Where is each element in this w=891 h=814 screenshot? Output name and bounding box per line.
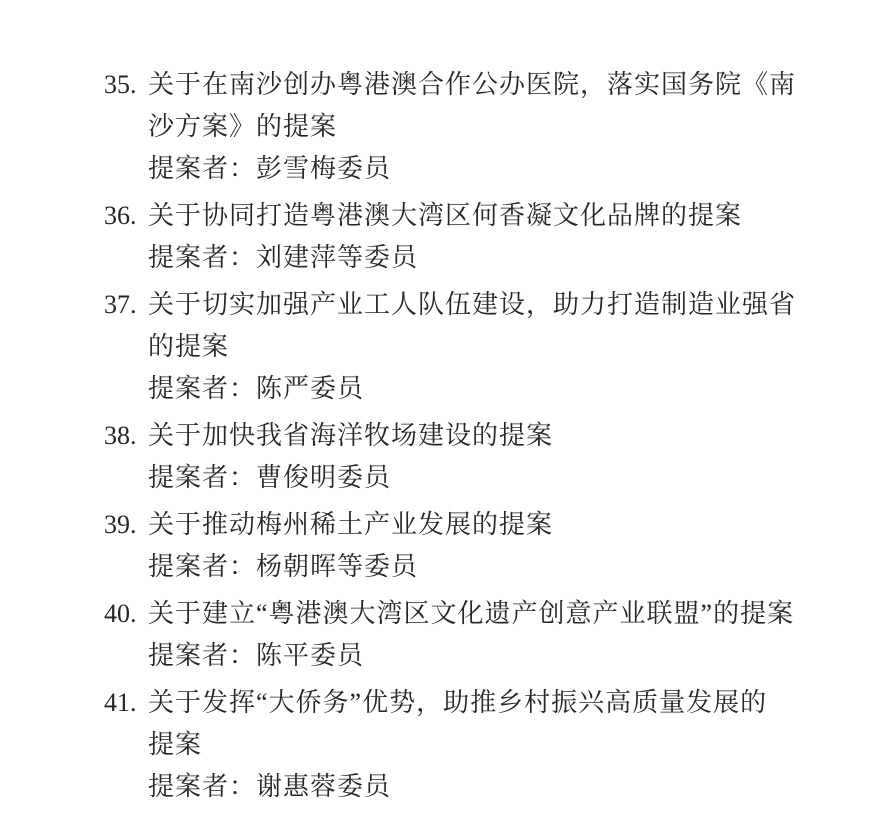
proposal-title-text: 沙方案》的提案 <box>148 112 338 141</box>
proposer-line <box>104 457 851 499</box>
proposal-number: 40. <box>104 599 137 628</box>
proposal-title-line <box>104 195 851 237</box>
proposal-number: 36. <box>104 201 137 230</box>
proposer-line <box>104 635 851 677</box>
proposal-title-text: 关于切实加强产业工人队伍建设，助力打造制造业强省 <box>148 290 797 319</box>
proposal-title-text: 关于发挥“大侨务”优势，助推乡村振兴高质量发展的 <box>148 688 768 717</box>
proposal-title-line <box>104 284 851 326</box>
proposal-item-36 <box>104 195 851 279</box>
proposer-text: 提案者：陈严委员 <box>148 374 365 403</box>
proposer-line <box>104 546 851 588</box>
proposal-title-line <box>104 415 851 457</box>
proposal-number: 41. <box>104 688 137 717</box>
proposal-item-35 <box>104 64 851 190</box>
proposal-item-41 <box>104 682 851 808</box>
proposal-title-text: 关于建立“粤港澳大湾区文化遗产创意产业联盟”的提案 <box>148 599 795 628</box>
proposal-item-37 <box>104 284 851 410</box>
proposal-title-line <box>104 504 851 546</box>
proposal-title-text: 的提案 <box>148 332 230 361</box>
proposer-text: 提案者：谢惠蓉委员 <box>148 772 392 801</box>
proposal-item-40 <box>104 593 851 677</box>
proposal-number: 35. <box>104 70 137 99</box>
proposal-title-text: 关于在南沙创办粤港澳合作公办医院，落实国务院《南 <box>148 70 797 99</box>
proposal-title-continuation <box>104 724 851 766</box>
proposer-line <box>104 368 851 410</box>
proposal-number: 39. <box>104 510 137 539</box>
proposal-title-continuation <box>104 106 851 148</box>
proposal-item-39 <box>104 504 851 588</box>
proposal-title-text: 关于加快我省海洋牧场建设的提案 <box>148 421 554 450</box>
proposal-title-continuation <box>104 326 851 368</box>
proposer-text: 提案者：曹俊明委员 <box>148 463 392 492</box>
proposer-line <box>104 148 851 190</box>
proposer-line <box>104 237 851 279</box>
proposal-number: 37. <box>104 290 137 319</box>
proposal-title-text: 关于推动梅州稀土产业发展的提案 <box>148 510 554 539</box>
proposer-line <box>104 766 851 808</box>
proposal-number: 38. <box>104 421 137 450</box>
proposer-text: 提案者：彭雪梅委员 <box>148 154 392 183</box>
proposer-text: 提案者：陈平委员 <box>148 641 365 670</box>
proposer-text: 提案者：杨朝晖等委员 <box>148 552 419 581</box>
proposer-text: 提案者：刘建萍等委员 <box>148 243 419 272</box>
proposal-title-line <box>104 593 851 635</box>
proposal-title-line <box>104 64 851 106</box>
proposal-title-text: 关于协同打造粤港澳大湾区何香凝文化品牌的提案 <box>148 201 743 230</box>
proposal-title-text: 提案 <box>148 730 203 759</box>
proposal-item-38 <box>104 415 851 499</box>
proposal-title-line <box>104 682 851 724</box>
